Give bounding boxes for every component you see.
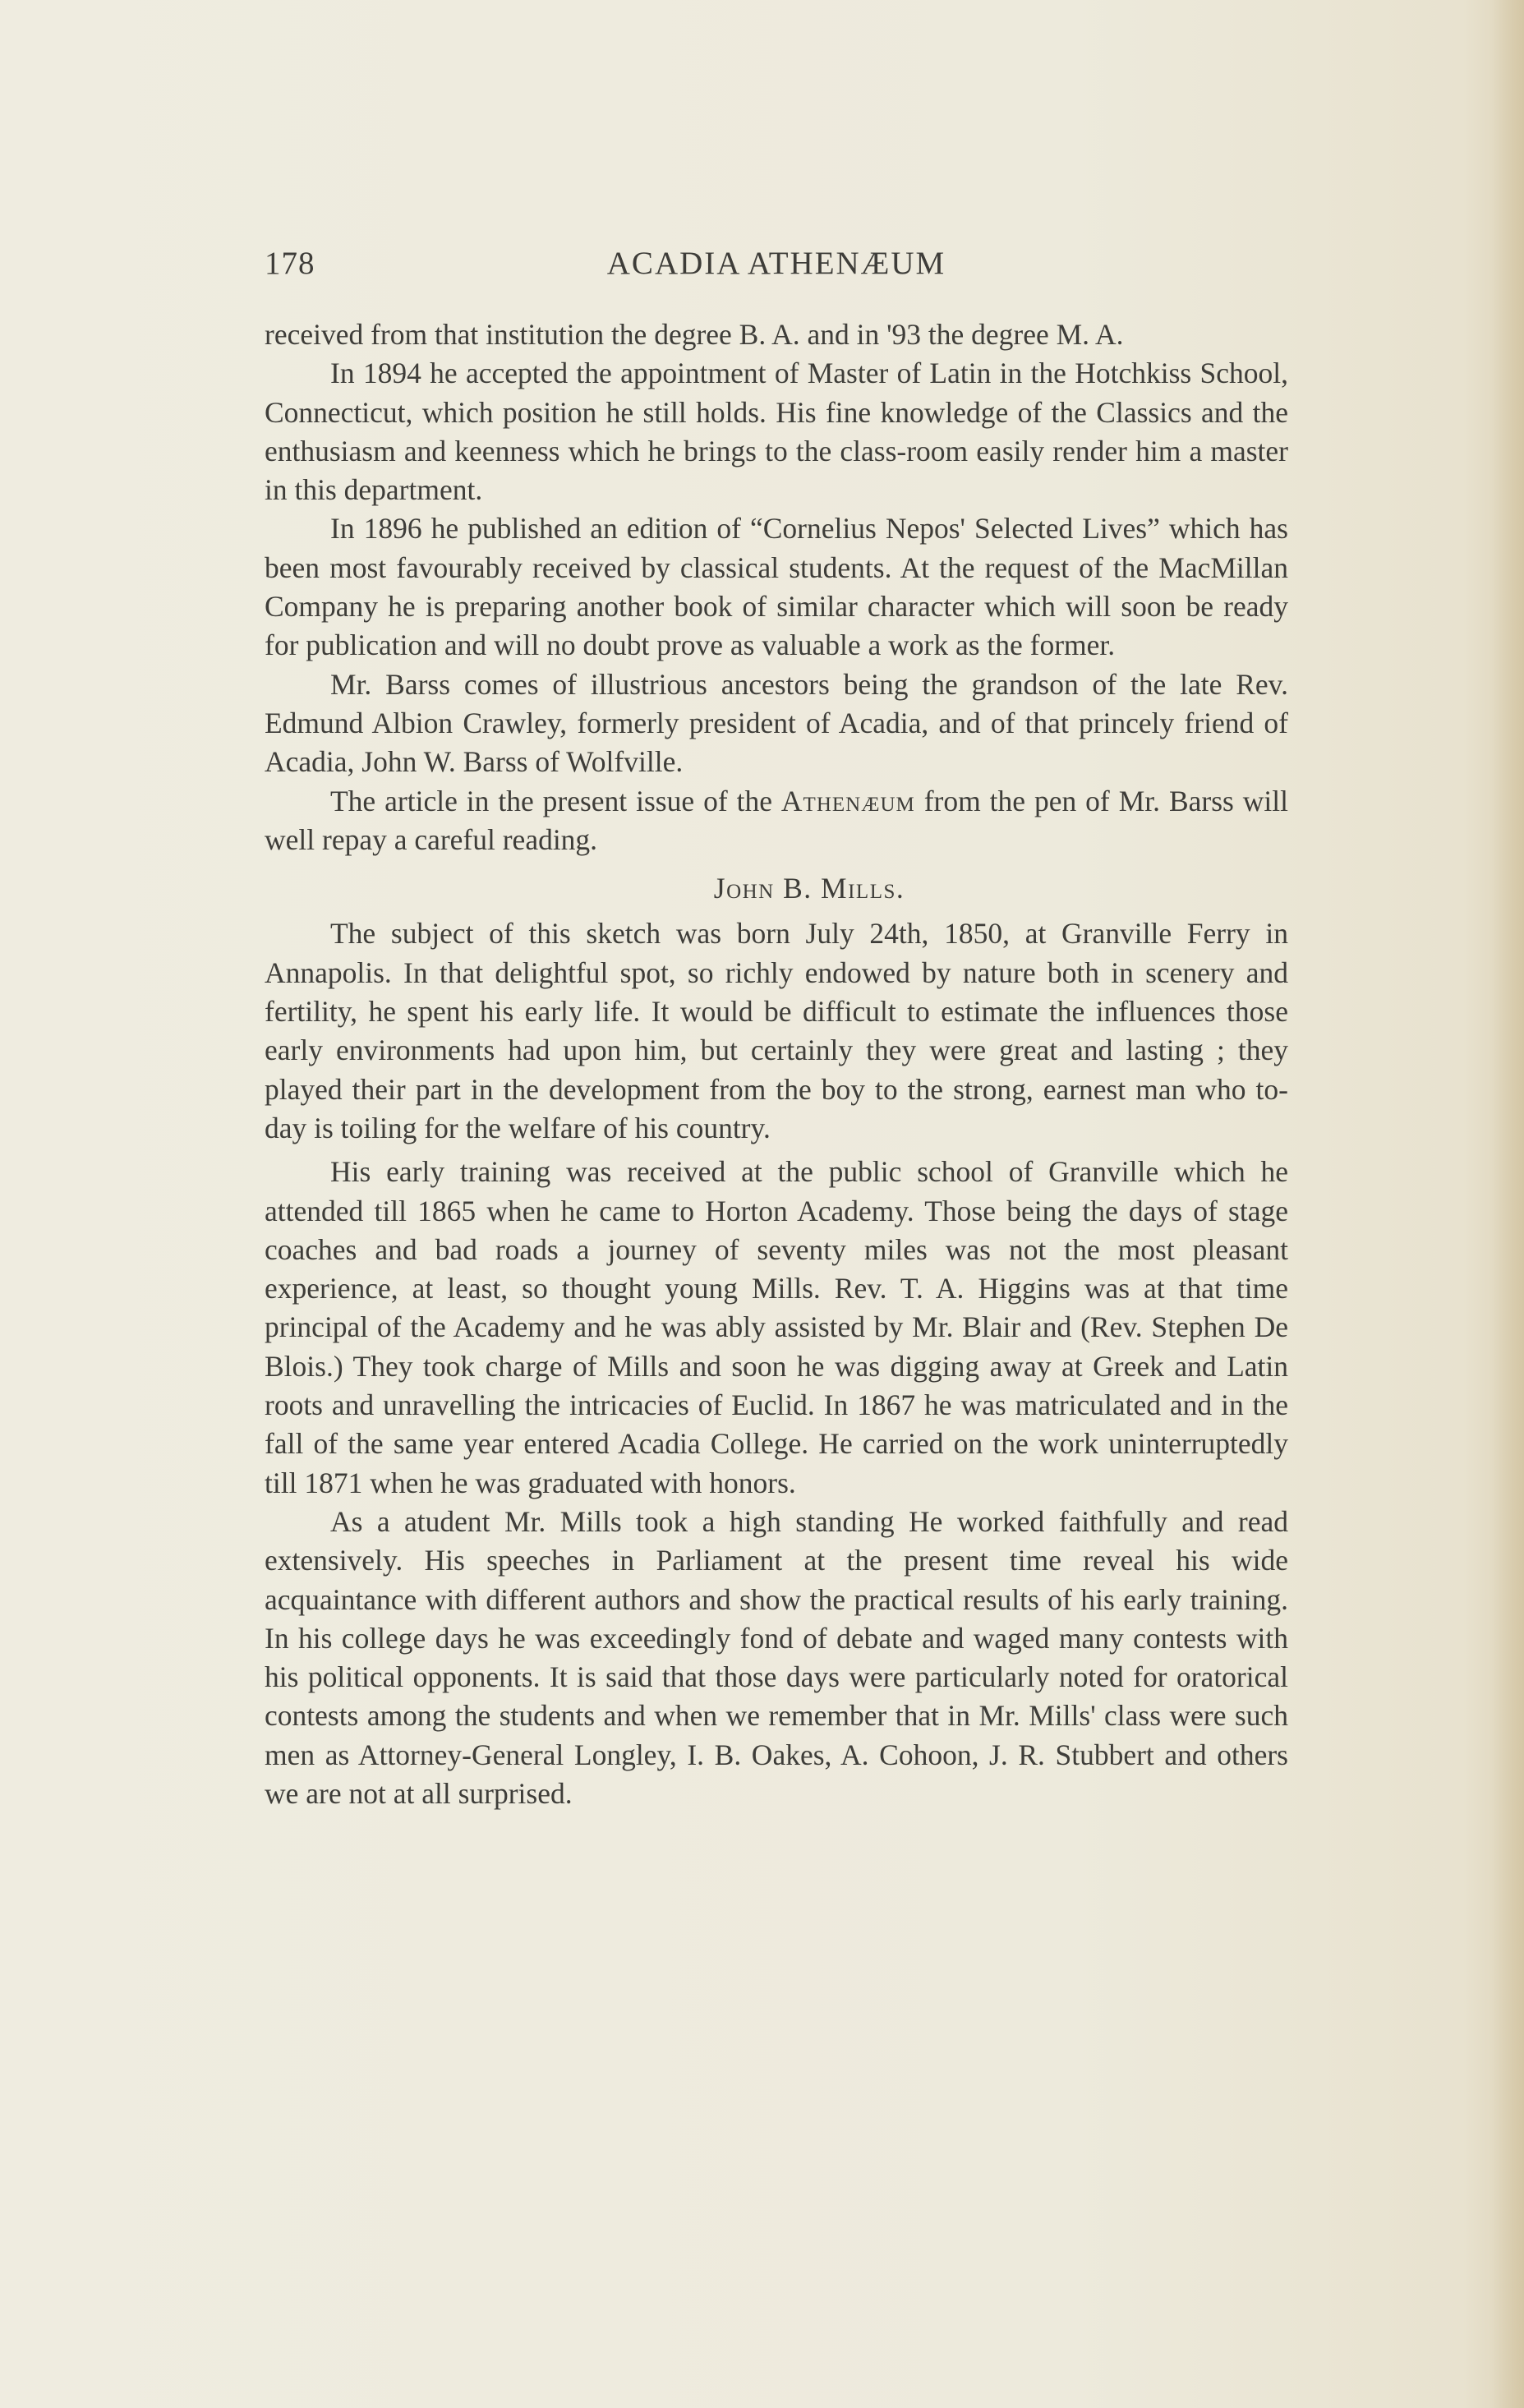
paragraph-3: In 1896 he published an edition of “Cornelius Nepos' Selected Lives” which has been most favourably received by classical students. At the request of the MacMillan Company he is preparing another book of similar character which will soon be ready for publication and will no doubt prove as valuable a work as the former.	[265, 512, 1288, 662]
paragraph-4: Mr. Barss comes of illustrious ancestors being the grandson of the late Rev. Edmund Albion Crawley, formerly president of Acadia, and of that princely friend of Acadia, John W. Barss of Wolfville.	[265, 667, 1288, 779]
paragraph-7: His early training was received at the public school of Granville which he attended till 1865 when he came to Horton Academy. Those being the days of stage coaches and bad roads a journey of seventy miles was not the most pleasant experience, at least, so thought young Mills. Rev. T. A. Higgins was at that time principal of the Academy and he was ably assisted by Mr. Blair and (Rev. Stephen De Blois.) They took charge of Mills and soon he was digging away at Greek and Latin roots and unravelling the intricacies of Euclid. In 1867 he was matriculated and in the fall of the same year entered Acadia College. He carried on the work uninterruptedly till 1871 when he was graduated with honors.	[265, 1155, 1288, 1499]
running-title: ACADIA ATHENÆUM	[606, 246, 946, 281]
page-edge-shadow	[1491, 0, 1524, 2408]
paragraph-5-end: from the pen of Mr. Barss will well repay a careful reading.	[265, 784, 1289, 856]
paragraph-5-start: The article in the present issue of the	[330, 784, 772, 817]
page-header	[265, 245, 1288, 286]
athenaeum-smallcaps: Athenæum	[780, 784, 915, 817]
paragraph-8: As a atudent Mr. Mills took a high standing He worked faithfully and read extensively. His speeches in Parliament at the present time reveal his wide acquaintance with different authors and show the practical results of his early training. In his college days he was exceedingly fond of debate and waged many contests with his political opponents. It is said that those days were particularly noted for oratorical contests among the students and when we remember that in Mr. Mills' class were such men as Attorney-General Longley, I. B. Oakes, A. Cohoon, J. R. Stubbert and others we are not at all surprised.	[265, 1504, 1288, 1810]
paragraph-6: The subject of this sketch was born July 24th, 1850, at Granville Ferry in Annapolis. In that delightful spot, so richly endowed by nature both in scenery and fertility, he spent his early life. It would be difficult to estimate the influences those early environments had upon him, but certainly they were great and lasting ; they played their part in the development from the boy to the strong, earnest man who to-day is toiling for the welfare of his country.	[265, 917, 1288, 1144]
paragraph-2: In 1894 he accepted the appointment of Master of Latin in the Hotchkiss School, Connecticut, which position he still holds. His fine knowledge of the Classics and the enthusiasm and keenness which he brings to the class-room easily render him a master in this department.	[265, 357, 1288, 507]
page-number: 178	[265, 246, 315, 281]
paragraph-5	[265, 782, 1288, 860]
paragraph-1: received from that institution the degree B. A. and in '93 the degree M. A.	[265, 318, 1124, 351]
article-text	[265, 315, 1288, 1813]
section-heading: John B. Mills.	[713, 872, 905, 905]
